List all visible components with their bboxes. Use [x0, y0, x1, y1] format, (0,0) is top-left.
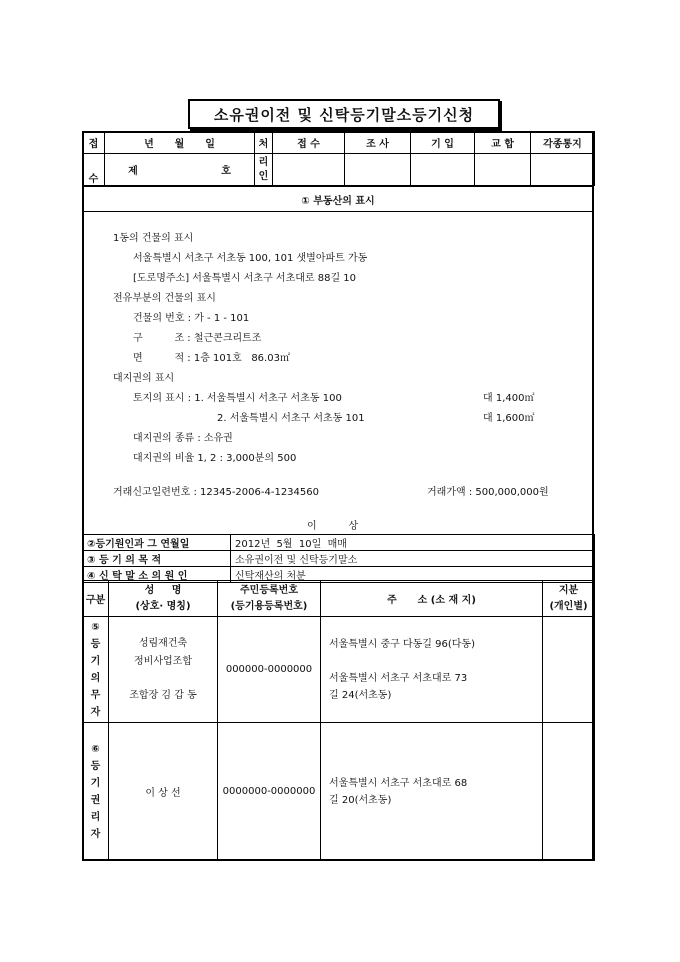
property-header: ① 부동산의 표시	[83, 187, 593, 212]
transaction-serial: 거래신고일련번호 : 12345-2006-4-1234560	[113, 487, 319, 498]
road-address: [도로명주소] 서울특별시 서초구 서초대로 88길 10	[133, 273, 357, 284]
unit-number: 건물의 번호 : 가 - 1 - 101	[133, 313, 250, 324]
land-2: 2. 서울특별시 서초구 서초동 101	[217, 413, 365, 424]
number-field	[105, 154, 255, 186]
form-title: 소유권이전 및 신탁등기말소등기신청	[188, 99, 500, 129]
exclusive-title: 전유부분의 건물의 표시	[113, 293, 216, 304]
col-regno-sub: (등기용등록번호)	[230, 600, 308, 612]
structure: 구 조 : 철근콘크리트조	[133, 333, 262, 344]
processing-ri: 리	[258, 156, 269, 168]
land-2-area: 대 1,600㎡	[483, 413, 535, 424]
purpose-value: 소유권이전 및 신탁등기말소	[231, 551, 595, 567]
obligor-name	[109, 617, 218, 723]
obligee-label-char: 자	[90, 828, 101, 840]
obligee-address-1: 서울특별시 서초구 서초대로 68	[329, 777, 468, 789]
stamp-gieop	[411, 154, 475, 186]
col-share-main: 지분	[558, 584, 579, 596]
col-address: 주 소 (소 재 지)	[321, 581, 543, 617]
cause-table	[82, 534, 595, 583]
trust-cause-value: 신탁재산의 처분	[231, 567, 595, 583]
processing-label-2	[255, 154, 273, 186]
transaction-price: 거래가액 : 500,000,000원	[427, 487, 549, 498]
cause-date-label: ②등기원인과 그 연월일	[83, 535, 231, 551]
header-gieop: 기 입	[411, 132, 475, 154]
obligor-name-2: 정비사업조합	[134, 655, 192, 667]
header-jeopsu: 접 수	[273, 132, 345, 154]
col-share-sub: (개인별)	[549, 600, 588, 612]
purpose-label: ③ 등 기 의 목 적	[83, 551, 231, 567]
cause-date-value: 2012년 5월 10일 매매	[231, 535, 595, 551]
col-regno-main: 주민등록번호	[240, 584, 298, 596]
obligee-address-2: 길 20(서초동)	[329, 794, 392, 806]
obligee-name: 이 상 선	[109, 723, 218, 861]
land-right-title: 대지권의 표시	[113, 373, 175, 384]
col-name-sub: (상호· 명칭)	[135, 600, 191, 612]
obligor-name-3: 조합장 김 갑 동	[129, 689, 197, 701]
obligor-address-3: 길 24(서초동)	[329, 689, 392, 701]
number-suffix: 호	[221, 166, 231, 177]
obligee-regno: 0000000-0000000	[218, 723, 321, 861]
stamp-notice	[531, 154, 595, 186]
col-name	[109, 581, 218, 617]
obligor-label-char: 자	[90, 706, 101, 718]
area: 면 적 : 1층 101호 86.03㎡	[133, 353, 290, 364]
obligor-address-2: 서울특별시 서초구 서초대로 73	[329, 672, 468, 684]
obligee-label-char: 리	[90, 811, 101, 823]
reception-label-top: 접	[83, 132, 105, 154]
obligee-label	[83, 723, 109, 861]
col-name-main: 성 명	[144, 584, 182, 596]
property-section	[82, 186, 594, 535]
obligor-label	[83, 617, 109, 723]
reception-table	[82, 131, 595, 186]
stamp-jeopsu	[273, 154, 345, 186]
obligor-label-char: 기	[90, 655, 101, 667]
building-title: 1동의 건물의 표시	[113, 233, 194, 244]
obligor-label-char: 무	[90, 689, 101, 701]
header-josa: 조 사	[345, 132, 411, 154]
stamp-josa	[345, 154, 411, 186]
obligor-label-char: 의	[90, 672, 101, 684]
header-notice: 각종통지	[531, 132, 595, 154]
obligor-name-1: 성림재건축	[138, 637, 188, 649]
obligee-label-char: ⑥	[91, 743, 100, 755]
obligor-address	[321, 617, 543, 723]
obligee-share	[543, 723, 595, 861]
parties-table	[82, 580, 595, 861]
col-regno	[218, 581, 321, 617]
date-field: 년 월 일	[105, 132, 255, 154]
obligee-label-char: 등	[90, 760, 101, 772]
processing-label-1: 처	[255, 132, 273, 154]
obligor-address-1: 서울특별시 중구 다동길 96(다동)	[329, 638, 475, 650]
land-1-area: 대 1,400㎡	[483, 393, 535, 404]
end-mark: 이 상	[307, 521, 359, 532]
col-share	[543, 581, 595, 617]
obligor-share	[543, 617, 595, 723]
header-gyohap: 교 합	[475, 132, 531, 154]
obligor-regno: 000000-0000000	[218, 617, 321, 723]
obligor-label-char: ⑤	[91, 621, 100, 633]
obligee-address	[321, 723, 543, 861]
obligor-label-char: 등	[90, 638, 101, 650]
obligee-label-char: 권	[90, 794, 101, 806]
stamp-gyohap	[475, 154, 531, 186]
building-address: 서울특별시 서초구 서초동 100, 101 샛별아파트 가동	[133, 253, 368, 264]
obligee-label-char: 기	[90, 777, 101, 789]
land-right-ratio: 대지권의 비율 1, 2 : 3,000분의 500	[133, 453, 297, 464]
col-gubun: 구분	[83, 581, 109, 617]
reception-label-bottom: 수	[83, 154, 105, 186]
land-right-type: 대지권의 종류 : 소유권	[133, 433, 233, 444]
trust-cause-label: ④ 신 탁 말 소 의 원 인	[83, 567, 231, 583]
land-1: 토지의 표시 : 1. 서울특별시 서초구 서초동 100	[133, 393, 342, 404]
number-prefix: 제	[128, 166, 138, 177]
processing-in: 인	[258, 170, 269, 182]
